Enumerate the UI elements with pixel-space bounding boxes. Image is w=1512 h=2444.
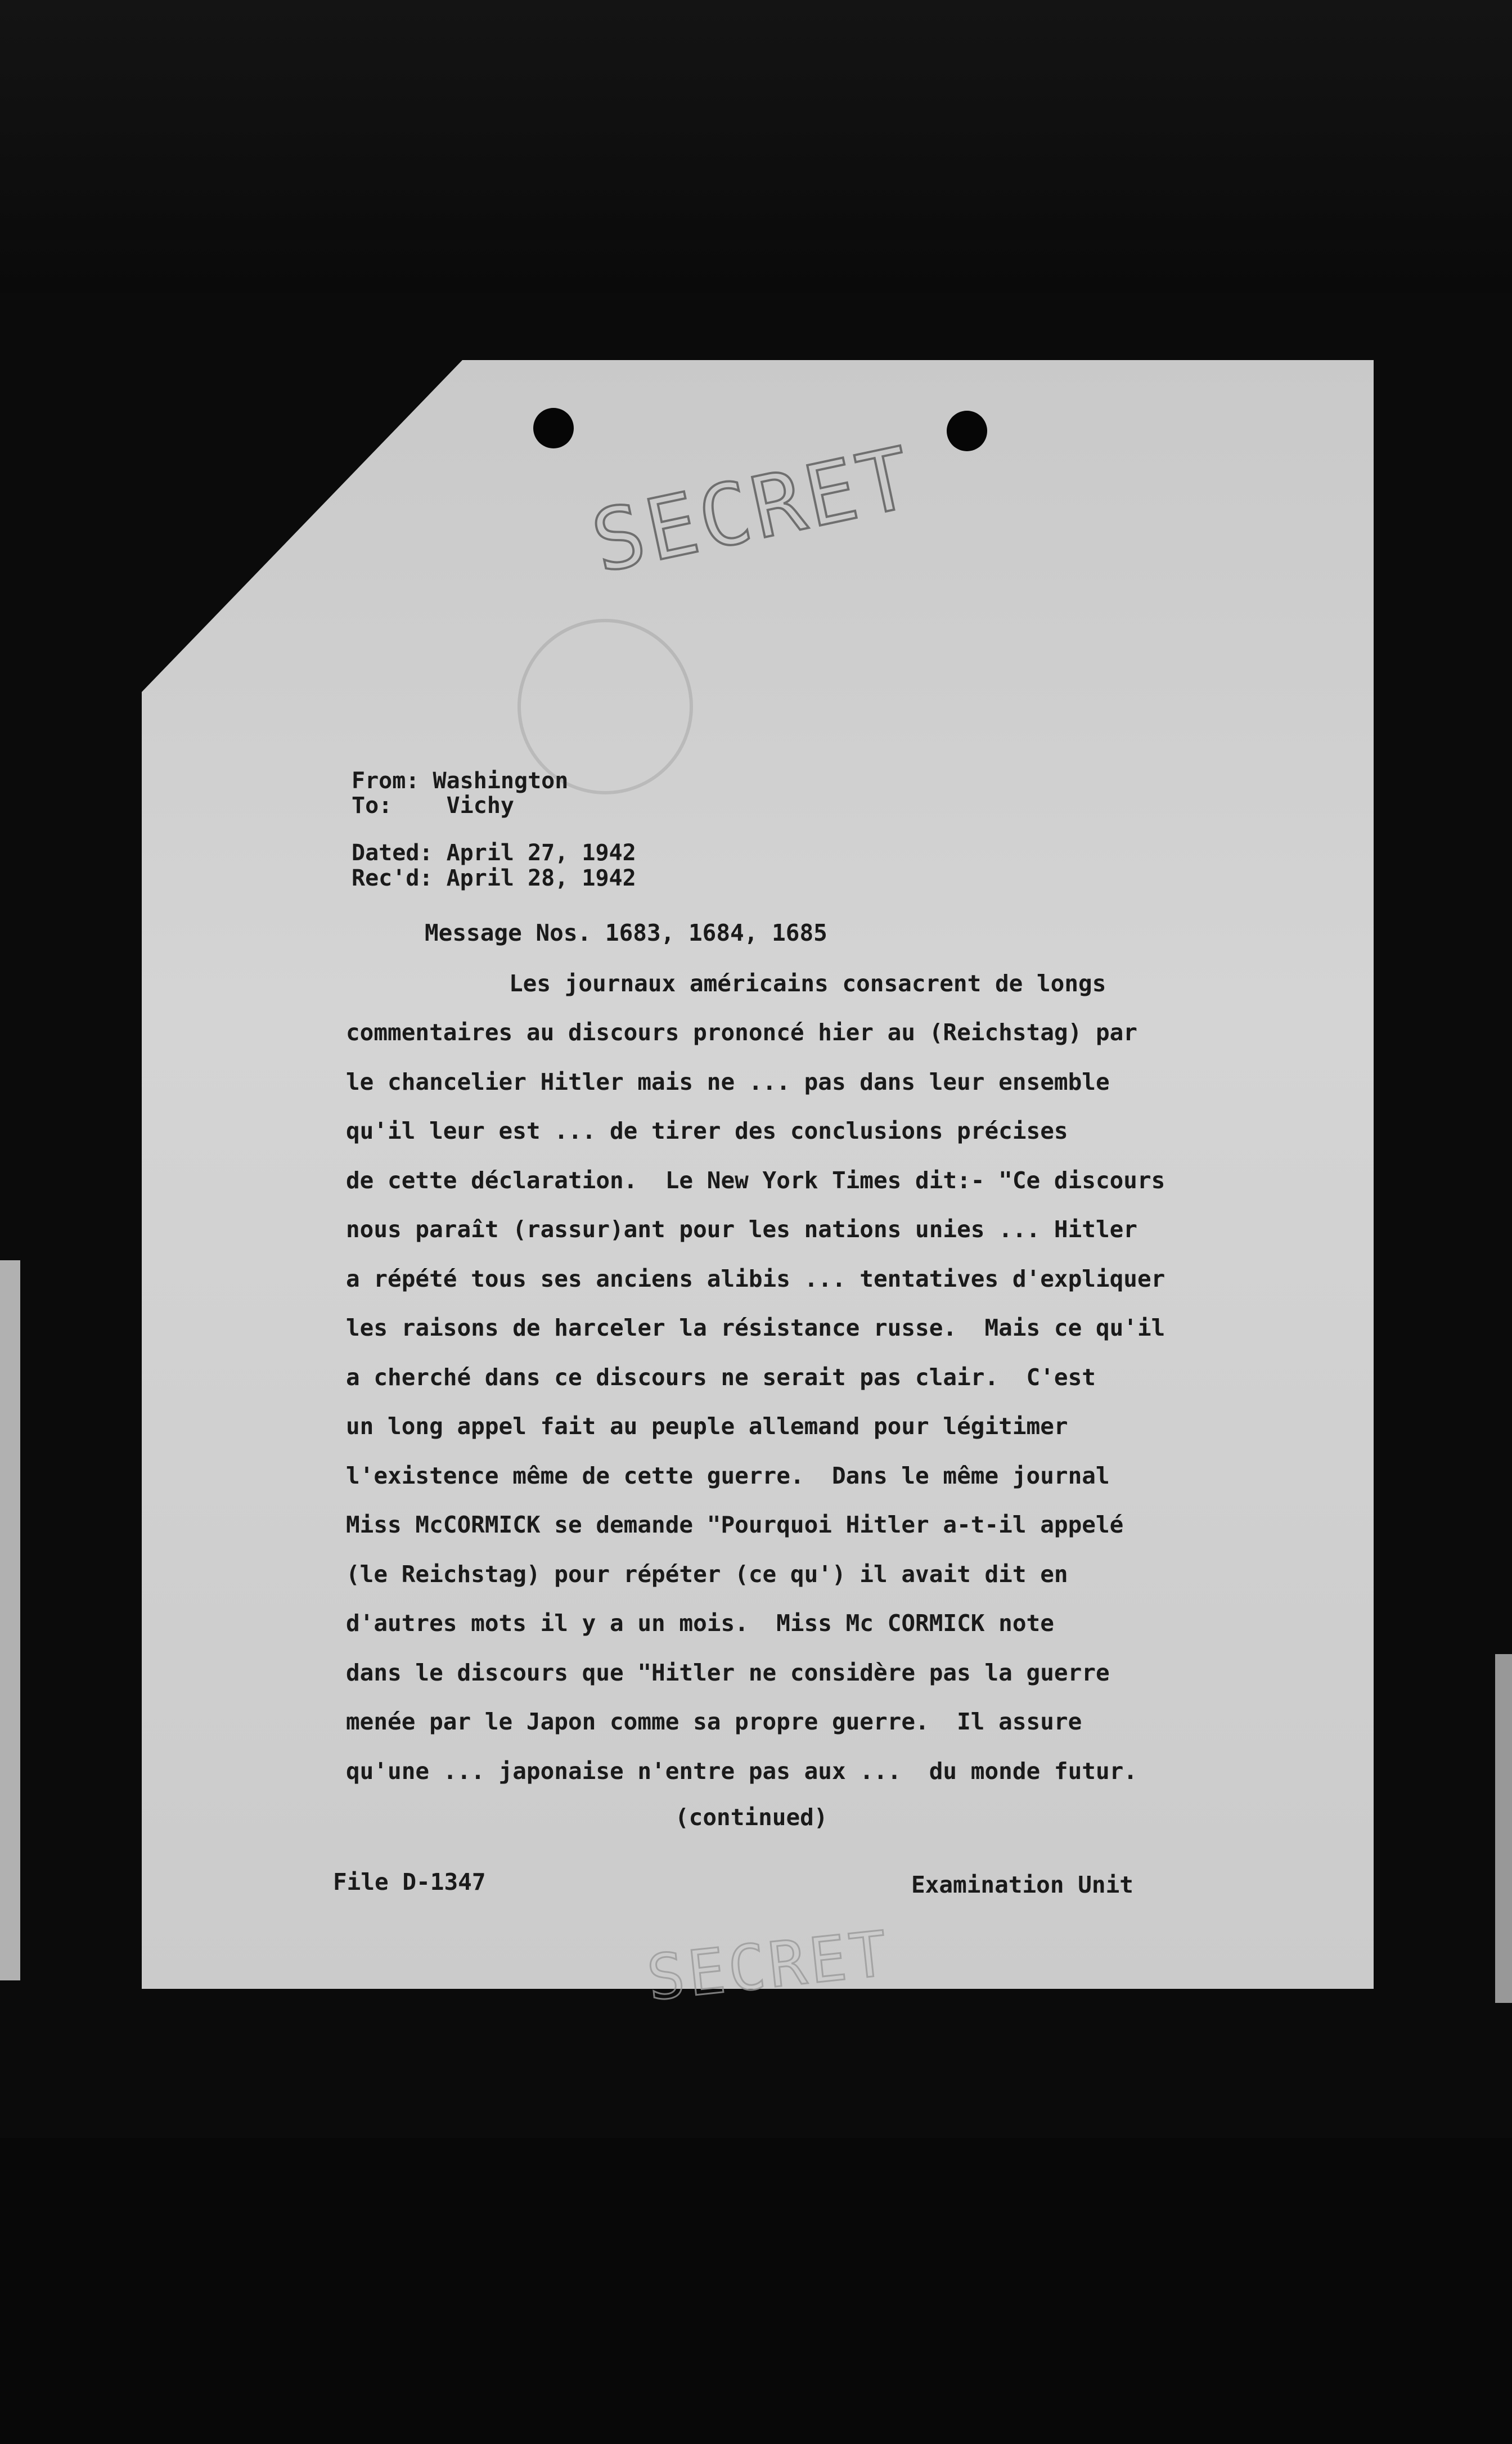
body-line: dans le discours que "Hitler ne considère pas la guerre [346,1659,1110,1686]
secret-stamp-bottom: SECRET [644,1917,894,2015]
body-line: les raisons de harceler la résistance russe. Mais ce qu'il [346,1314,1166,1341]
adjacent-frame-edge-left [0,1260,20,1980]
body-line: menée par le Japon comme sa propre guerre. Il assure [346,1708,1082,1735]
body-line: Miss McCORMICK se demande "Pourquoi Hitler a-t-il appelé [346,1511,1124,1538]
from-line: From: Washington [352,768,569,794]
continued-note: (continued) [675,1804,828,1831]
secret-stamp-top: SECRET [584,428,922,592]
body-line: commentaires au discours prononcé hier au (Reichstag) par [346,1019,1137,1046]
film-border-bottom [0,2138,1512,2444]
body-line: d'autres mots il y a un mois. Miss Mc CORMICK note [346,1610,1054,1637]
body-line: le chancelier Hitler mais ne ... pas dans leur ensemble [346,1068,1110,1095]
body-line: l'existence même de cette guerre. Dans le même journal [346,1462,1110,1489]
recd-line: Rec'd: April 28, 1942 [352,865,636,891]
body-line: qu'il leur est ... de tirer des conclusions précises [346,1117,1068,1144]
film-border-top [0,0,1512,293]
body-line: un long appel fait au peuple allemand pour légitimer [346,1413,1068,1440]
body-line: de cette déclaration. Le New York Times dit:- "Ce discours [346,1167,1166,1194]
body-line: a répété tous ses anciens alibis ... tentatives d'expliquer [346,1265,1166,1292]
punch-hole-right [947,411,987,451]
body-line: a cherché dans ce discours ne serait pas clair. C'est [346,1364,1096,1391]
examination-unit: Examination Unit [911,1871,1133,1898]
punch-hole-left [533,408,574,448]
message-numbers: Message Nos. 1683, 1684, 1685 [425,919,827,946]
adjacent-frame-edge-right [1495,1654,1512,2003]
to-line: To: Vichy [352,793,514,819]
body-line: Les journaux américains consacrent de longs [509,970,1106,997]
body-line: nous paraît (rassur)ant pour les nations unies ... Hitler [346,1216,1137,1243]
body-line: qu'une ... japonaise n'entre pas aux ... du monde futur. [346,1758,1137,1785]
body-line: (le Reichstag) pour répéter (ce qu') il avait dit en [346,1561,1068,1588]
file-number: File D-1347 [333,1868,486,1895]
dated-line: Dated: April 27, 1942 [352,840,636,866]
